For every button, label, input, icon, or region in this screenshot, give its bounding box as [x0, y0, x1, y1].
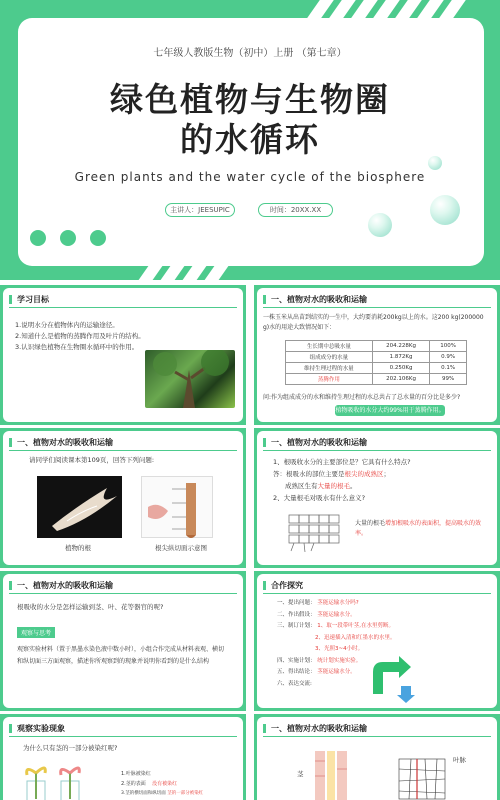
cover-subtitle: 七年级人教版生物（初中）上册 （第七章）	[153, 48, 347, 59]
stem-vessel-diagram	[309, 751, 359, 800]
list-item: 四、实施计划： 统计划实施实验。	[277, 657, 362, 664]
leaf-vein-diagram	[397, 757, 447, 800]
divider	[263, 450, 491, 451]
list-item: 二、作出假设： 茎能运输水分。	[277, 611, 356, 618]
cover-slide[interactable]	[0, 0, 500, 280]
deco-dot	[90, 230, 106, 246]
slide-title: 合作探究	[263, 580, 303, 591]
list-item: 六、表达交流:	[277, 680, 312, 687]
divider	[9, 307, 237, 308]
table-row: 蒸腾作用 202.106Kg 99%	[286, 374, 467, 385]
list-item: 五、得出结论： 茎能运输水分。	[277, 669, 356, 675]
list-item: 三、制订计划： 1、取一段带叶茎,在水里剪断。	[277, 623, 395, 629]
divider	[9, 736, 237, 737]
slide-learning-goals[interactable]	[0, 285, 246, 425]
table-row: 组成成分的水量 1.872Kg 0.9%	[286, 352, 467, 363]
slide-cooperative-explore[interactable]	[254, 571, 500, 711]
caption-root: 植物的根	[65, 544, 91, 552]
cover-title-line2: 的水循环	[180, 120, 320, 159]
water-usage-table	[285, 340, 467, 385]
divider	[263, 593, 491, 594]
answer-1b: 成熟区生有大量的根毛。	[285, 482, 357, 490]
slide-title: 一、植物对水的吸收和运输	[263, 437, 367, 448]
table-row: 维持生理过程的水量 0.250Kg 0.1%	[286, 363, 467, 374]
list-item: 2、迅速插入清和红墨水的水里。	[315, 634, 396, 641]
question-1: 1、根吸收水分的主要部位是？它具有什么特点?	[273, 458, 411, 466]
bubble-icon	[428, 156, 442, 170]
answer-2: 大量的根毛增加根吸水的表面积，提高吸水的效率。	[355, 520, 482, 537]
divider	[263, 307, 491, 308]
forest-tree-image	[145, 350, 235, 408]
observe-question: 为什么只有茎的一部分被染红呢?	[23, 744, 118, 752]
slide-root-hair[interactable]	[254, 428, 500, 568]
cover-english-title: Green plants and the water cycle of the biosphere	[74, 170, 426, 184]
slide-title: 一、植物对水的吸收和运输	[263, 723, 367, 734]
question-2: 2、大量根毛对吸水有什么意义?	[273, 494, 366, 502]
goal-item: 2.知道什么是植物的蒸腾作用及叶片的结构。	[15, 332, 145, 340]
divider	[263, 736, 491, 737]
slide-title: 一、植物对水的吸收和运输	[263, 294, 367, 305]
list-item: 3、光照3~4小时。	[315, 646, 364, 652]
table-row: 生长期中总吸水量 204.228Kg 100%	[286, 341, 467, 352]
slide-vessel[interactable]	[254, 714, 500, 800]
transport-body: 观察实验材料（置于黑墨水染色液中数小时），小组合作完成从材料表观、横切和纵切面三方面观察，描述你所观察到的现象并说明你看到的是什么结构	[17, 646, 225, 665]
slide-title: 观察实验现象	[9, 723, 65, 734]
deco-dot	[30, 230, 46, 246]
slide-title: 一、植物对水的吸收和运输	[9, 580, 113, 591]
slide-title: 一、植物对水的吸收和运输	[9, 437, 113, 448]
list-item: 一、提出问题： 茎能运输水分吗?	[277, 600, 359, 606]
divider	[9, 450, 237, 451]
slide-transport[interactable]	[0, 571, 246, 711]
observe-labels: 1.叶脉被染红 2.茎的表面 没有被染红 3.茎的横切面和纵切面 茎的一部分被染红	[121, 771, 204, 796]
root-photo	[37, 476, 122, 538]
goal-item: 1.说明水分在植物体内的运输途径。	[15, 321, 119, 329]
bubble-icon	[430, 195, 460, 225]
observe-think-tag: 观察与思考	[17, 627, 55, 638]
slide-observe[interactable]	[0, 714, 246, 800]
cover-title-line1: 绿色植物与生物圈	[110, 80, 390, 119]
stem-label: 茎	[297, 770, 304, 778]
deco-dot	[60, 230, 76, 246]
slide-roots[interactable]	[0, 428, 246, 568]
speaker-pill: 主讲人：JEESUPIC	[165, 203, 235, 217]
corn-question: 问:作为组成成分的水和维持生理过程的水总共占了总水量的百分比是多少?	[263, 394, 461, 401]
stained-stem-illustration	[21, 761, 91, 800]
caption-root-tip: 根尖纵切面示意图	[155, 544, 207, 552]
time-pill: 时间：20XX.XX	[258, 203, 333, 217]
down-arrow-icon	[397, 686, 415, 704]
goal-item: 3.认识绿色植物在生物圈水循环中的作用。	[15, 343, 139, 351]
leaf-vein-label: 叶脉	[453, 756, 466, 764]
transport-question: 根吸收的水分是怎样运输到茎、叶、花等器官的呢?	[17, 603, 164, 611]
root-hair-cells-diagram	[287, 511, 345, 553]
slide-title: 学习目标	[9, 294, 49, 305]
root-tip-diagram	[141, 476, 213, 538]
bubble-icon	[368, 213, 392, 237]
corn-intro: 一株玉米从出苗到结实的一生中，大约要消耗200kg以上的水。这200 kg(200000 g)水的用途大致情况如下：	[263, 314, 484, 331]
answer-1: 答：根吸水的部位主要是根尖的成熟区；	[273, 470, 390, 478]
slide-corn-water[interactable]	[254, 285, 500, 425]
answer-banner: 植物吸收的水分大约99%用于蒸腾作用。	[335, 407, 445, 414]
roots-instruction: 请同学们阅读课本第109页，回答下列问题:	[29, 456, 155, 464]
divider	[9, 593, 237, 594]
